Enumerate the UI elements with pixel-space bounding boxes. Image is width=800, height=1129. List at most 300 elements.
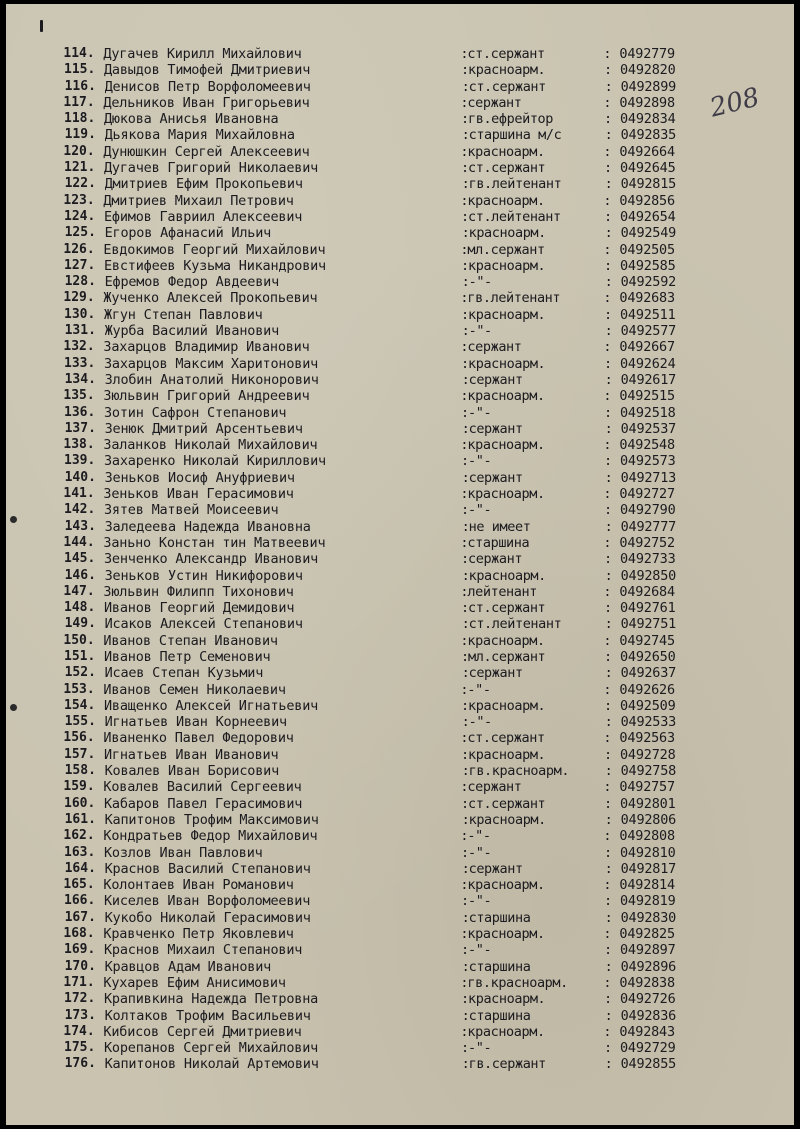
person-name: Зюльвин Филипп Тихонович (103, 583, 294, 600)
row-number: 154. (64, 697, 96, 713)
column-separator: : (604, 208, 613, 225)
column-separator: : (460, 583, 469, 600)
column-separator: : (604, 518, 613, 535)
person-name: Кибисов Сергей Дмитриевич (103, 1023, 302, 1040)
list-item (6, 356, 794, 372)
list-item (7, 812, 794, 828)
person-name: Захарцов Максим Харитонович (104, 355, 319, 372)
row-number: 132. (63, 339, 95, 355)
row-number: 115. (64, 62, 96, 78)
list-item (7, 421, 794, 437)
military-rank: красноарм. (468, 355, 546, 372)
row-number: 173. (64, 1007, 96, 1023)
row-number: 133. (64, 355, 96, 371)
row-number: 130. (64, 306, 96, 322)
column-separator: : (460, 534, 469, 551)
person-name: Кабаров Павел Герасимович (104, 795, 303, 812)
record-number: 0492856 (619, 192, 675, 209)
column-separator: : (461, 763, 470, 780)
column-separator: : (604, 420, 613, 437)
column-separator: : (460, 46, 469, 62)
row-number: 134. (64, 371, 96, 387)
military-rank: сержант (468, 371, 523, 388)
military-rank: красноарм. (467, 877, 545, 894)
row-number: 157. (64, 746, 96, 762)
list-item (7, 763, 794, 779)
record-number: 0492835 (620, 127, 677, 144)
column-separator: : (604, 323, 613, 340)
person-name: Козлов Иван Павлович (104, 844, 263, 861)
column-separator: : (461, 1007, 470, 1024)
column-separator: : (460, 192, 469, 209)
column-separator: : (461, 404, 470, 421)
military-rank: гв.лейтенант (468, 176, 562, 193)
list-item (6, 46, 793, 62)
column-separator: : (460, 974, 469, 991)
person-name: Жгун Степан Павлович (104, 306, 263, 323)
list-item (7, 568, 794, 584)
row-number: 159. (63, 779, 95, 795)
list-item (6, 796, 794, 812)
column-separator: : (460, 339, 469, 356)
person-name: Кухарев Ефим Анисимович (103, 974, 286, 991)
record-number: 0492752 (619, 534, 675, 551)
column-separator: : (461, 551, 470, 568)
military-rank: красноарм. (468, 697, 546, 714)
list-item (6, 1024, 793, 1040)
row-number: 141. (63, 486, 95, 502)
column-separator: : (603, 143, 612, 160)
column-separator: : (604, 176, 613, 193)
person-name: Иванов Семен Николаевич (103, 681, 286, 698)
column-separator: : (461, 844, 470, 861)
list-item (7, 959, 794, 975)
column-separator: : (604, 62, 613, 79)
column-separator: : (461, 958, 470, 975)
column-separator: : (461, 909, 470, 926)
list-item (6, 193, 793, 209)
column-separator: : (460, 877, 469, 894)
person-name: Зятев Матвей Моисеевич (104, 502, 279, 519)
record-number: 0492509 (620, 697, 676, 714)
row-number: 149. (64, 616, 96, 632)
military-rank: ст.сержант (468, 795, 546, 812)
list-item (7, 79, 794, 95)
column-separator: : (460, 632, 469, 649)
record-number: 0492830 (620, 909, 677, 926)
military-rank: ст.лейтенант (468, 208, 561, 225)
list-item (6, 633, 793, 649)
record-number: 0492713 (620, 469, 677, 486)
military-rank: сержант (467, 339, 522, 356)
column-separator: : (461, 225, 470, 242)
military-rank: сержант (468, 860, 523, 877)
military-rank: -"- (468, 1040, 492, 1057)
record-number: 0492761 (620, 600, 676, 617)
person-name: Колтаков Трофим Васильевич (104, 1007, 311, 1024)
row-number: 176. (64, 1056, 96, 1072)
column-separator: : (603, 926, 612, 943)
column-separator: : (461, 1040, 470, 1057)
record-number: 0492624 (620, 355, 676, 372)
record-number: 0492817 (620, 860, 677, 877)
record-number: 0492683 (619, 290, 675, 307)
list-item (6, 975, 793, 991)
military-rank: лейтенант (467, 583, 537, 600)
record-number: 0492810 (620, 844, 676, 861)
military-rank: красноарм. (467, 1023, 545, 1040)
record-number: 0492577 (620, 323, 677, 340)
military-rank: красноарм. (467, 926, 545, 943)
row-number: 144. (63, 534, 95, 550)
column-separator: : (461, 160, 470, 177)
record-number: 0492727 (619, 486, 675, 503)
row-number: 165. (63, 877, 95, 893)
person-name: Кравцов Адам Иванович (104, 958, 272, 975)
list-item (6, 160, 794, 176)
record-number: 0492667 (619, 339, 675, 356)
column-separator: : (604, 502, 613, 519)
record-number: 0492779 (619, 46, 675, 62)
column-separator: : (461, 78, 470, 95)
military-rank: -"- (468, 502, 492, 519)
military-rank: гв.ефрейтор (468, 111, 554, 128)
list-item (6, 405, 794, 421)
column-separator: : (604, 714, 613, 731)
military-rank: красноарм. (468, 225, 546, 242)
military-rank: -"- (468, 893, 492, 910)
list-item (6, 388, 793, 404)
column-separator: : (461, 176, 470, 193)
column-separator: : (604, 469, 613, 486)
list-item (6, 535, 793, 551)
column-separator: : (604, 860, 613, 877)
person-name: Корепанов Сергей Михайлович (104, 1040, 319, 1057)
column-separator: : (604, 958, 613, 975)
row-number: 153. (63, 681, 95, 697)
row-number: 164. (64, 860, 96, 876)
person-name: Иващенко Алексей Игнатьевич (104, 697, 319, 714)
row-number: 169. (64, 942, 96, 958)
military-rank: ст.лейтенант (468, 616, 562, 633)
column-separator: : (460, 437, 469, 454)
military-rank: красноарм. (468, 567, 546, 584)
column-separator: : (461, 453, 470, 470)
record-number: 0492801 (620, 795, 676, 812)
column-separator: : (460, 828, 469, 845)
military-rank: -"- (468, 844, 492, 861)
military-rank: красноарм. (468, 306, 546, 323)
column-separator: : (461, 648, 470, 665)
military-rank: гв.сержант (468, 1056, 546, 1073)
column-separator: : (604, 763, 613, 780)
record-number: 0492898 (619, 94, 675, 111)
person-name: Дмитриев Михаил Петрович (103, 192, 294, 209)
list-item (7, 274, 794, 290)
column-separator: : (461, 795, 470, 812)
column-separator: : (461, 1056, 470, 1073)
military-rank: старшина (467, 534, 530, 551)
list-item (7, 1008, 794, 1024)
person-name: Кукобо Николай Герасимович (104, 909, 311, 926)
column-separator: : (461, 127, 470, 144)
column-separator: : (603, 974, 612, 991)
record-number: 0492836 (620, 1007, 677, 1024)
person-name: Захарцов Владимир Иванович (103, 339, 310, 356)
person-name: Краснов Михаил Степанович (104, 942, 303, 959)
person-name: Зенченко Александр Иванович (104, 551, 319, 568)
military-rank: -"- (468, 942, 492, 959)
column-separator: : (604, 111, 613, 128)
column-separator: : (603, 1023, 612, 1040)
person-name: Исаков Алексей Степанович (104, 616, 303, 633)
column-separator: : (604, 1007, 613, 1024)
person-name: Капитонов Николай Артемович (104, 1056, 319, 1073)
column-separator: : (461, 208, 470, 225)
column-separator: : (604, 160, 613, 177)
column-separator: : (604, 1040, 613, 1057)
record-number: 0492585 (620, 257, 676, 274)
row-number: 125. (64, 225, 96, 241)
list-item (6, 682, 793, 698)
row-number: 121. (64, 160, 96, 176)
row-number: 114. (63, 46, 95, 61)
record-number: 0492518 (620, 404, 676, 421)
list-item (7, 372, 794, 388)
column-separator: : (604, 551, 613, 568)
list-item (7, 519, 794, 535)
row-number: 158. (64, 763, 96, 779)
row-number: 128. (64, 274, 96, 290)
list-item (7, 665, 794, 681)
person-name: Евстифеев Кузьма Никандрович (104, 257, 326, 274)
column-separator: : (460, 94, 469, 111)
list-item (7, 470, 794, 486)
column-separator: : (604, 942, 613, 959)
military-rank: красноарм. (467, 388, 545, 405)
column-separator: : (604, 648, 613, 665)
military-rank: сержант (468, 469, 523, 486)
column-separator: : (603, 681, 612, 698)
row-number: 117. (63, 94, 95, 110)
record-number: 0492825 (619, 926, 675, 943)
military-rank: сержант (467, 779, 522, 796)
military-rank: красноарм. (467, 192, 545, 209)
column-separator: : (461, 420, 470, 437)
list-item (7, 176, 794, 192)
military-rank: ст.сержант (467, 46, 545, 62)
military-rank: мл.сержант (468, 648, 546, 665)
record-number: 0492563 (619, 730, 675, 747)
row-number: 150. (63, 632, 95, 648)
row-number: 118. (64, 111, 96, 127)
list-item (6, 307, 794, 323)
list-item (6, 893, 794, 909)
row-number: 175. (64, 1040, 96, 1056)
person-name: Зотин Сафрон Степанович (104, 404, 287, 421)
list-item (7, 616, 794, 632)
row-number: 126. (63, 241, 95, 257)
military-rank: сержант (468, 551, 523, 568)
record-number: 0492645 (620, 160, 676, 177)
military-rank: красноарм. (468, 746, 546, 763)
military-rank: красноарм. (468, 811, 546, 828)
row-number: 172. (64, 991, 96, 1007)
person-name: Исаев Степан Кузьмич (104, 665, 264, 682)
column-separator: : (603, 779, 612, 796)
record-number: 0492838 (619, 974, 675, 991)
row-number: 174. (63, 1023, 95, 1039)
column-separator: : (461, 616, 470, 633)
record-number: 0492726 (620, 991, 676, 1008)
list-item (6, 144, 793, 160)
column-separator: : (461, 274, 470, 291)
military-rank: ст.сержант (468, 78, 546, 95)
column-separator: : (603, 534, 612, 551)
person-name: Дюкова Анисья Ивановна (104, 111, 279, 128)
column-separator: : (603, 583, 612, 600)
row-number: 148. (64, 600, 96, 616)
row-number: 143. (64, 518, 96, 534)
column-separator: : (604, 225, 613, 242)
record-number: 0492515 (619, 388, 675, 405)
list-item (7, 910, 794, 926)
column-separator: : (461, 811, 470, 828)
person-name: Жученко Алексей Прокопьевич (103, 290, 318, 307)
column-separator: : (460, 926, 469, 943)
person-name: Краснов Василий Степанович (104, 860, 311, 877)
column-separator: : (460, 290, 469, 307)
row-number: 162. (63, 828, 95, 844)
record-number: 0492650 (620, 648, 676, 665)
column-separator: : (603, 877, 612, 894)
military-rank: гв.красноарм. (467, 974, 568, 991)
row-number: 119. (64, 127, 96, 143)
record-number: 0492654 (620, 208, 676, 225)
person-name: Дугачев Григорий Николаевич (104, 160, 319, 177)
row-number: 156. (63, 730, 95, 746)
column-separator: : (604, 404, 613, 421)
military-rank: ст.сержант (467, 730, 545, 747)
column-separator: : (603, 632, 612, 649)
military-rank: красноарм. (467, 437, 545, 454)
column-separator: : (461, 697, 470, 714)
list-item (7, 1056, 794, 1072)
list-item (6, 95, 793, 111)
personnel-list (6, 46, 794, 1073)
person-name: Злобин Анатолий Никонорович (104, 371, 319, 388)
military-rank: ст.сержант (468, 600, 546, 617)
list-item (6, 437, 793, 453)
record-number: 0492573 (620, 453, 676, 470)
person-name: Колонтаев Иван Романович (103, 877, 294, 894)
row-number: 124. (64, 208, 96, 224)
military-rank: красноарм. (468, 991, 546, 1008)
list-item (6, 877, 793, 893)
row-number: 171. (63, 974, 95, 990)
column-separator: : (604, 811, 613, 828)
person-name: Кондратьев Федор Михайлович (103, 828, 318, 845)
record-number: 0492843 (619, 1023, 675, 1040)
list-item (6, 290, 793, 306)
person-name: Зеньков Иосиф Ануфриевич (104, 469, 295, 486)
row-number: 139. (64, 453, 96, 469)
record-number: 0492626 (619, 681, 675, 698)
record-number: 0492751 (620, 616, 677, 633)
list-item (6, 730, 793, 746)
record-number: 0492815 (620, 176, 677, 193)
person-name: Игнатьев Иван Корнеевич (104, 714, 287, 731)
military-rank: старшина м/с (468, 127, 562, 144)
column-separator: : (461, 323, 470, 340)
row-number: 116. (64, 78, 96, 94)
person-name: Зюльвин Григорий Андреевич (103, 388, 310, 405)
column-separator: : (604, 355, 613, 372)
person-name: Заланков Николай Михайлович (103, 437, 318, 454)
person-name: Егоров Афанасий Ильич (104, 225, 272, 242)
military-rank: гв.лейтенант (467, 290, 561, 307)
record-number: 0492533 (620, 714, 677, 731)
record-number: 0492855 (620, 1056, 677, 1073)
person-name: Крапивкина Надежда Петровна (104, 991, 319, 1008)
row-number: 155. (64, 714, 96, 730)
military-rank: сержант (468, 665, 523, 682)
record-number: 0492537 (620, 420, 677, 437)
record-number: 0492745 (619, 632, 675, 649)
military-rank: старшина (468, 958, 531, 975)
person-name: Зенюк Дмитрий Арсентьевич (104, 420, 303, 437)
column-separator: : (461, 860, 470, 877)
person-name: Иваненко Павел Федорович (103, 730, 294, 747)
record-number: 0492549 (620, 225, 677, 242)
military-rank: не имеет (468, 518, 531, 535)
row-number: 151. (64, 648, 96, 664)
record-number: 0492899 (620, 78, 677, 95)
row-number: 135. (63, 388, 95, 404)
column-separator: : (603, 388, 612, 405)
person-name: Давыдов Тимофей Дмитриевич (104, 62, 311, 79)
record-number: 0492684 (619, 583, 675, 600)
list-item (7, 714, 794, 730)
record-number: 0492808 (619, 828, 675, 845)
column-separator: : (604, 567, 613, 584)
column-separator: : (461, 567, 470, 584)
military-rank: сержант (468, 420, 523, 437)
column-separator: : (461, 665, 470, 682)
column-separator: : (460, 486, 469, 503)
row-number: 145. (64, 551, 96, 567)
column-separator: : (461, 893, 470, 910)
military-rank: -"- (468, 274, 492, 291)
person-name: Ефимов Гавриил Алексеевич (104, 208, 303, 225)
row-number: 123. (63, 192, 95, 208)
column-separator: : (604, 274, 613, 291)
column-separator: : (603, 94, 612, 111)
row-number: 146. (64, 567, 96, 583)
list-item (6, 779, 793, 795)
record-number: 0492637 (620, 665, 677, 682)
military-rank: -"- (468, 404, 492, 421)
column-separator: : (604, 991, 613, 1008)
military-rank: старшина (468, 1007, 531, 1024)
record-number: 0492777 (620, 518, 677, 535)
person-name: Зеньков Устин Никифорович (104, 567, 303, 584)
row-number: 120. (63, 143, 95, 159)
column-separator: : (461, 714, 470, 731)
row-number: 129. (63, 290, 95, 306)
record-number: 0492729 (620, 1040, 676, 1057)
column-separator: : (604, 78, 613, 95)
